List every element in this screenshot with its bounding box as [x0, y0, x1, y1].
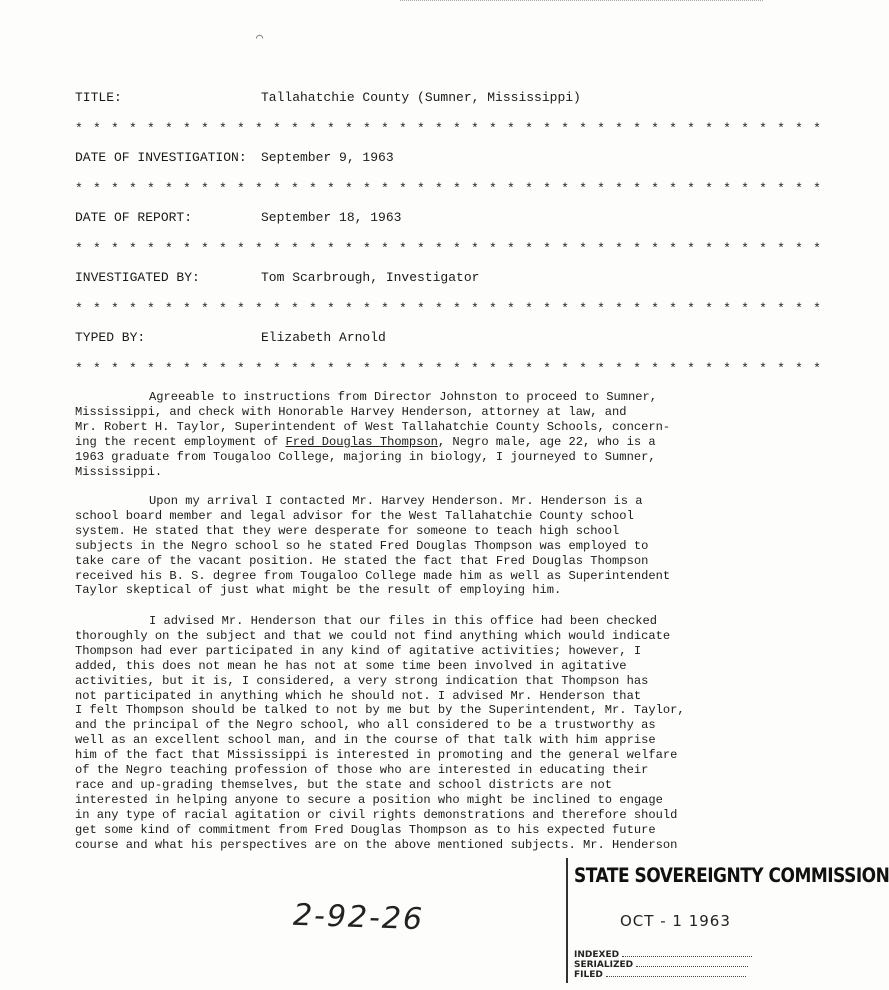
- text-line: 1963 graduate from Tougaloo College, majoring in biology, I journeyed to Sumner,: [75, 449, 656, 464]
- text-line: I felt Thompson should be talked to not by me but by the Superintendent, Mr. Taylor,: [75, 703, 685, 718]
- stamp-serialized-row: [574, 960, 748, 970]
- text-line: Mississippi, and check with Honorable Harvey Henderson, attorney at law, and: [75, 404, 627, 419]
- date-investigation-value: September 9, 1963: [261, 150, 394, 165]
- top-edge-mark: [400, 0, 763, 4]
- text-line: Taylor skeptical of just what might be the result of employing him.: [75, 583, 562, 598]
- separator: * * * * * * * * * * * * * * * * * * * * * * * * * * * * * * * * * * * * * * * * * *: [75, 241, 823, 256]
- investigated-by-value: Tom Scarbrough, Investigator: [261, 270, 480, 285]
- text-line: Upon my arrival I contacted Mr. Harvey Henderson. Mr. Henderson is a: [149, 494, 643, 508]
- separator: * * * * * * * * * * * * * * * * * * * * * * * * * * * * * * * * * * * * * * * * * *: [75, 181, 823, 196]
- text-line: Mississippi.: [75, 464, 163, 479]
- text-line: [75, 435, 705, 450]
- stamp-date: OCT - 1 1963: [620, 912, 731, 930]
- title-field: [75, 90, 581, 106]
- date-investigation-label: DATE OF INVESTIGATION:: [75, 150, 247, 165]
- text-line: received his B. S. degree from Tougaloo College made him as well as Superintendent: [75, 568, 671, 583]
- investigated-by-label: INVESTIGATED BY:: [75, 270, 200, 285]
- text-line: course and what his perspectives are on the above mentioned subjects. Mr. Henderson: [75, 837, 678, 852]
- title-value: Tallahatchie County (Sumner, Mississippi): [261, 90, 581, 105]
- stamp-dots: [622, 956, 752, 957]
- date-report-field: [75, 210, 401, 226]
- text-line: and the principal of the Negro school, who all considered to be a trustworthy as: [75, 718, 656, 733]
- text-segment: , Negro male, age 22, who is a: [437, 434, 656, 449]
- paragraph-3: [75, 614, 705, 853]
- text-line: not participated in anything which he should not. I advised Mr. Henderson that: [75, 688, 642, 703]
- investigated-by-field: [75, 270, 479, 286]
- stamp-dots: [606, 976, 746, 977]
- smudge-mark: ⌒: [256, 31, 264, 45]
- text-line: system. He stated that they were desperate for someone to teach high school: [75, 523, 620, 538]
- text-line: well as an excellent school man, and in the course of that talk with him apprise: [75, 733, 656, 748]
- date-report-label: DATE OF REPORT:: [75, 210, 193, 225]
- stamp-title: STATE SOVEREIGNTY COMMISSION: [574, 864, 889, 888]
- text-line: school board member and legal advisor for the West Tallahatchie County school: [75, 508, 634, 523]
- text-line: race and up-grading themselves, but the state and school districts are not: [75, 777, 613, 792]
- text-line: thoroughly on the subject and that we could not find anything which would indicate: [75, 628, 671, 643]
- text-line: added, this does not mean he has not at some time been involved in agitative: [75, 658, 627, 673]
- typed-by-field: [75, 330, 386, 346]
- text-line: subjects in the Negro school so he stated Fred Douglas Thompson was employed to: [75, 538, 649, 553]
- stamp-indexed-row: [574, 950, 752, 960]
- text-line: get some kind of commitment from Fred Douglas Thompson as to his expected future: [75, 822, 656, 837]
- text-line: Thompson had ever participated in any kind of agitative activities; however, I: [75, 643, 642, 658]
- typed-by-value: Elizabeth Arnold: [261, 330, 386, 345]
- text-line: Agreeable to instructions from Director Johnston to proceed to Sumner,: [149, 390, 658, 404]
- stamp-dots: [636, 966, 748, 967]
- text-line: Mr. Robert H. Taylor, Superintendent of West Tallahatchie County Schools, concern-: [75, 419, 671, 434]
- stamp-indexed-label: INDEXED: [574, 950, 620, 960]
- date-investigation-field: [75, 150, 394, 166]
- text-line: activities, but it is, I considered, a very strong indication that Thompson has: [75, 673, 649, 688]
- stamp-filed-label: FILED: [574, 970, 603, 980]
- commission-stamp: [566, 858, 889, 983]
- handwritten-file-number: 2-92-26: [292, 897, 425, 938]
- text-line: take care of the vacant position. He stated the fact that Fred Douglas Thompson: [75, 553, 649, 568]
- text-line: of the Negro teaching profession of those who are interested in educating their: [75, 763, 649, 778]
- stamp-filed-row: [574, 970, 746, 980]
- separator: * * * * * * * * * * * * * * * * * * * * * * * * * * * * * * * * * * * * * * * * * *: [75, 301, 823, 316]
- text-line: interested in helping anyone to secure a position who might be inclined to engage: [75, 792, 663, 807]
- text-line: I advised Mr. Henderson that our files in this office had been checked: [149, 614, 658, 628]
- text-line: him of the fact that Mississippi is interested in promoting and the general welfare: [75, 748, 678, 763]
- text-line: in any type of racial agitation or civil rights demonstrations and therefore should: [75, 807, 678, 822]
- text-segment: ing the recent employment of: [75, 434, 286, 449]
- stamp-serialized-label: SERIALIZED: [574, 960, 634, 970]
- title-label: TITLE:: [75, 90, 122, 105]
- subject-name: Fred Douglas Thompson: [285, 434, 438, 449]
- date-report-value: September 18, 1963: [261, 210, 402, 225]
- paragraph-1: [75, 390, 705, 479]
- typed-by-label: TYPED BY:: [75, 330, 146, 345]
- separator: * * * * * * * * * * * * * * * * * * * * * * * * * * * * * * * * * * * * * * * * * *: [75, 361, 823, 376]
- paragraph-2: [75, 494, 705, 598]
- separator: * * * * * * * * * * * * * * * * * * * * * * * * * * * * * * * * * * * * * * * * * *: [75, 121, 823, 136]
